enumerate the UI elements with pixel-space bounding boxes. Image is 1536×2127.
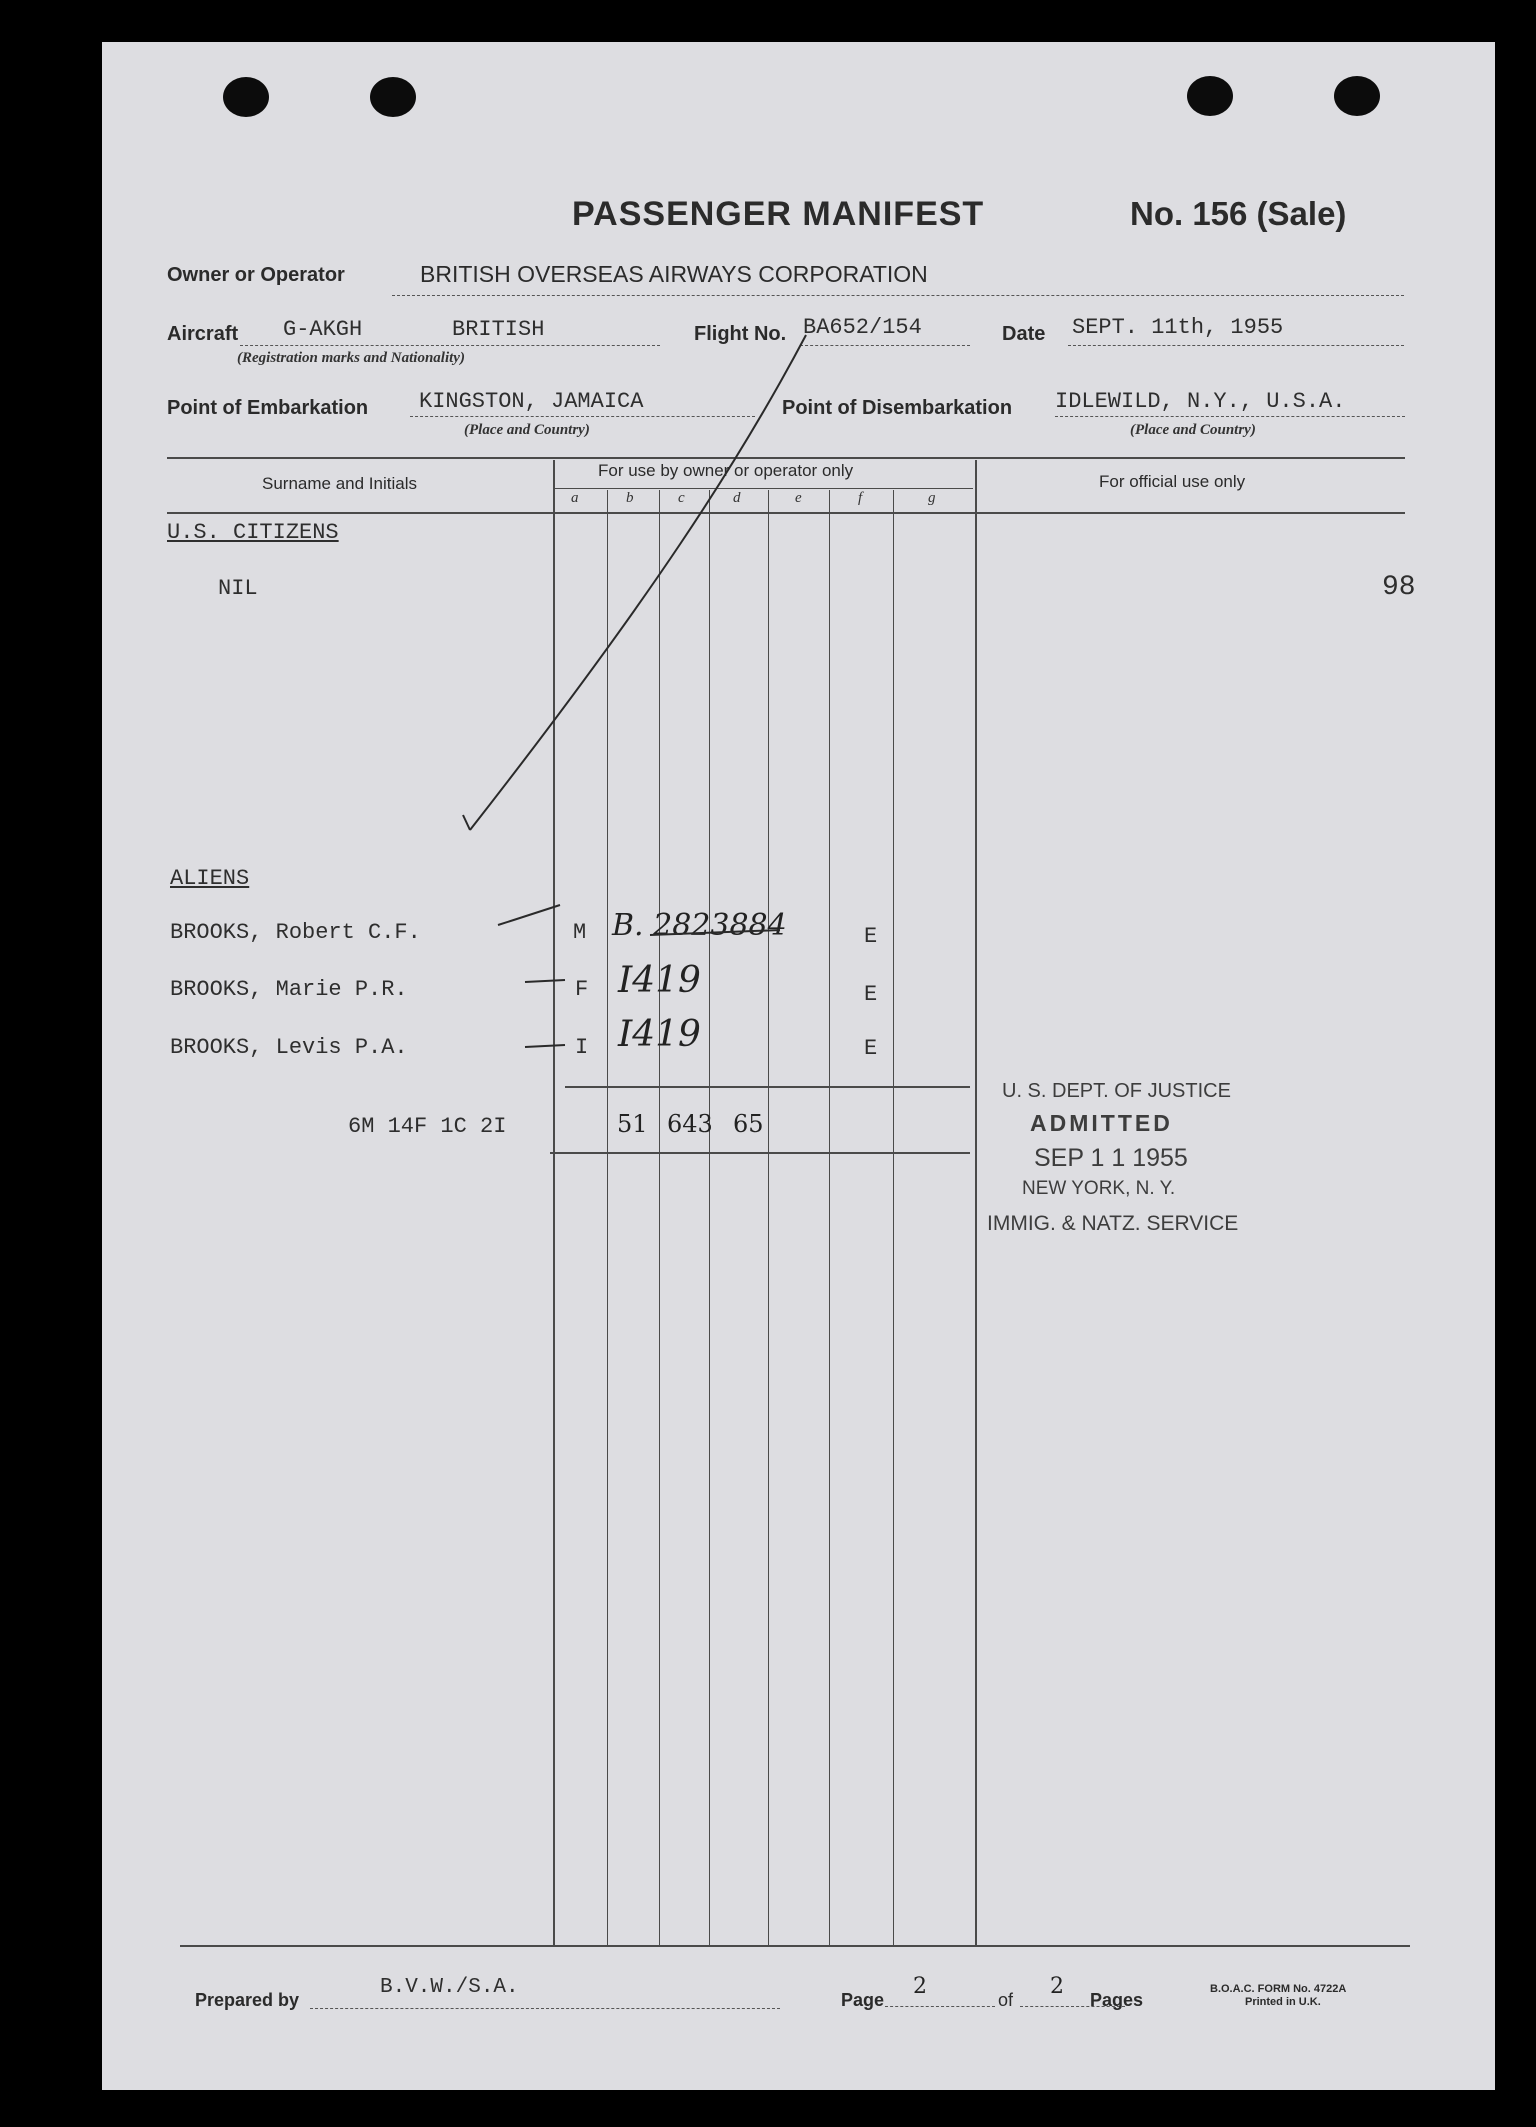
- subcol-d: d: [733, 490, 741, 506]
- passenger-code: E: [864, 924, 878, 949]
- cancel-stroke-hook: [463, 815, 470, 830]
- passenger-code: E: [864, 982, 878, 1007]
- embarkation-value: KINGSTON, JAMAICA: [419, 389, 644, 414]
- embarkation-label: Point of Embarkation: [167, 397, 369, 419]
- stamp-line-3: SEP 1 1 1955: [1034, 1144, 1188, 1172]
- embarkation-sublabel: (Place and Country): [464, 422, 590, 438]
- subcol-b: b: [626, 490, 634, 506]
- aircraft-nationality: BRITISH: [452, 317, 545, 342]
- subcol-f: f: [858, 490, 863, 506]
- disembarkation-sublabel: (Place and Country): [1130, 422, 1256, 438]
- passenger-sex: I: [575, 1035, 589, 1060]
- ditto-dash: [525, 1045, 565, 1047]
- flight-label: Flight No.: [694, 323, 787, 345]
- aircraft-registration: G-AKGH: [283, 317, 363, 342]
- subcol-g: g: [928, 490, 936, 506]
- passenger-document: I419: [618, 1014, 701, 1055]
- col-official-header: For official use only: [1099, 472, 1246, 491]
- form-printed: Printed in U.K.: [1245, 1996, 1321, 2008]
- stamp-line-2: ADMITTED: [1030, 1110, 1173, 1136]
- subcol-e: e: [795, 490, 802, 506]
- citizens-value: NIL: [218, 576, 258, 601]
- prepared-label: Prepared by: [195, 1990, 300, 2010]
- totals-d: 65: [733, 1110, 764, 1138]
- citizens-heading: U.S. CITIZENS: [167, 520, 339, 545]
- form-number: B.O.A.C. FORM No. 4722A: [1210, 1983, 1347, 1995]
- passenger-name: BROOKS, Marie P.R.: [170, 977, 408, 1002]
- owner-value: BRITISH OVERSEAS AIRWAYS CORPORATION: [420, 261, 928, 287]
- page-label: Page: [841, 1990, 885, 2010]
- pages-value: 2: [1050, 1974, 1064, 1999]
- manifest-number: No. 156 (Sale): [1130, 195, 1347, 232]
- col-surname-header: Surname and Initials: [262, 474, 417, 493]
- ditto-dash: [525, 980, 565, 982]
- aliens-heading: ALIENS: [170, 866, 250, 891]
- passenger-code: E: [864, 1036, 878, 1061]
- subcol-c: c: [678, 490, 685, 506]
- date-value: SEPT. 11th, 1955: [1072, 315, 1284, 340]
- official-number: 98: [1382, 572, 1416, 603]
- totals-c: 643: [667, 1110, 713, 1138]
- totals-b: 51: [617, 1110, 648, 1138]
- strikeout-stroke: [650, 930, 780, 935]
- passenger-name: BROOKS, Levis P.A.: [170, 1035, 408, 1060]
- manifest-title: PASSENGER MANIFEST: [572, 195, 985, 233]
- passenger-sex: F: [575, 977, 589, 1002]
- disembarkation-label: Point of Disembarkation: [782, 397, 1013, 419]
- subcol-a: a: [571, 490, 579, 506]
- aircraft-label: Aircraft: [167, 323, 239, 345]
- stamp-line-1: U. S. DEPT. OF JUSTICE: [1002, 1080, 1231, 1102]
- stamp-line-4: NEW YORK, N. Y.: [1022, 1178, 1176, 1199]
- disembarkation-value: IDLEWILD, N.Y., U.S.A.: [1055, 389, 1346, 414]
- flight-value: BA652/154: [803, 315, 922, 340]
- date-label: Date: [1002, 323, 1046, 345]
- passenger-name: BROOKS, Robert C.F.: [170, 920, 421, 945]
- aircraft-sublabel: (Registration marks and Nationality): [237, 350, 465, 366]
- passenger-document: I419: [618, 960, 701, 1001]
- pages-label: Pages: [1090, 1990, 1144, 2010]
- of-label: of: [998, 1990, 1014, 2010]
- diagonal-cancel-stroke: [470, 335, 806, 830]
- prepared-value: B.V.W./S.A.: [380, 1976, 519, 1999]
- page-value: 2: [913, 1974, 927, 1999]
- totals-label: 6M 14F 1C 2I: [348, 1114, 507, 1139]
- passenger-sex: M: [573, 920, 587, 945]
- stamp-line-5: IMMIG. & NATZ. SERVICE: [987, 1212, 1239, 1235]
- ditto-dash: [498, 905, 560, 925]
- passenger-document: B. 2823884: [612, 908, 787, 943]
- owner-label: Owner or Operator: [167, 264, 345, 286]
- col-owner-header: For use by owner or operator only: [598, 461, 854, 480]
